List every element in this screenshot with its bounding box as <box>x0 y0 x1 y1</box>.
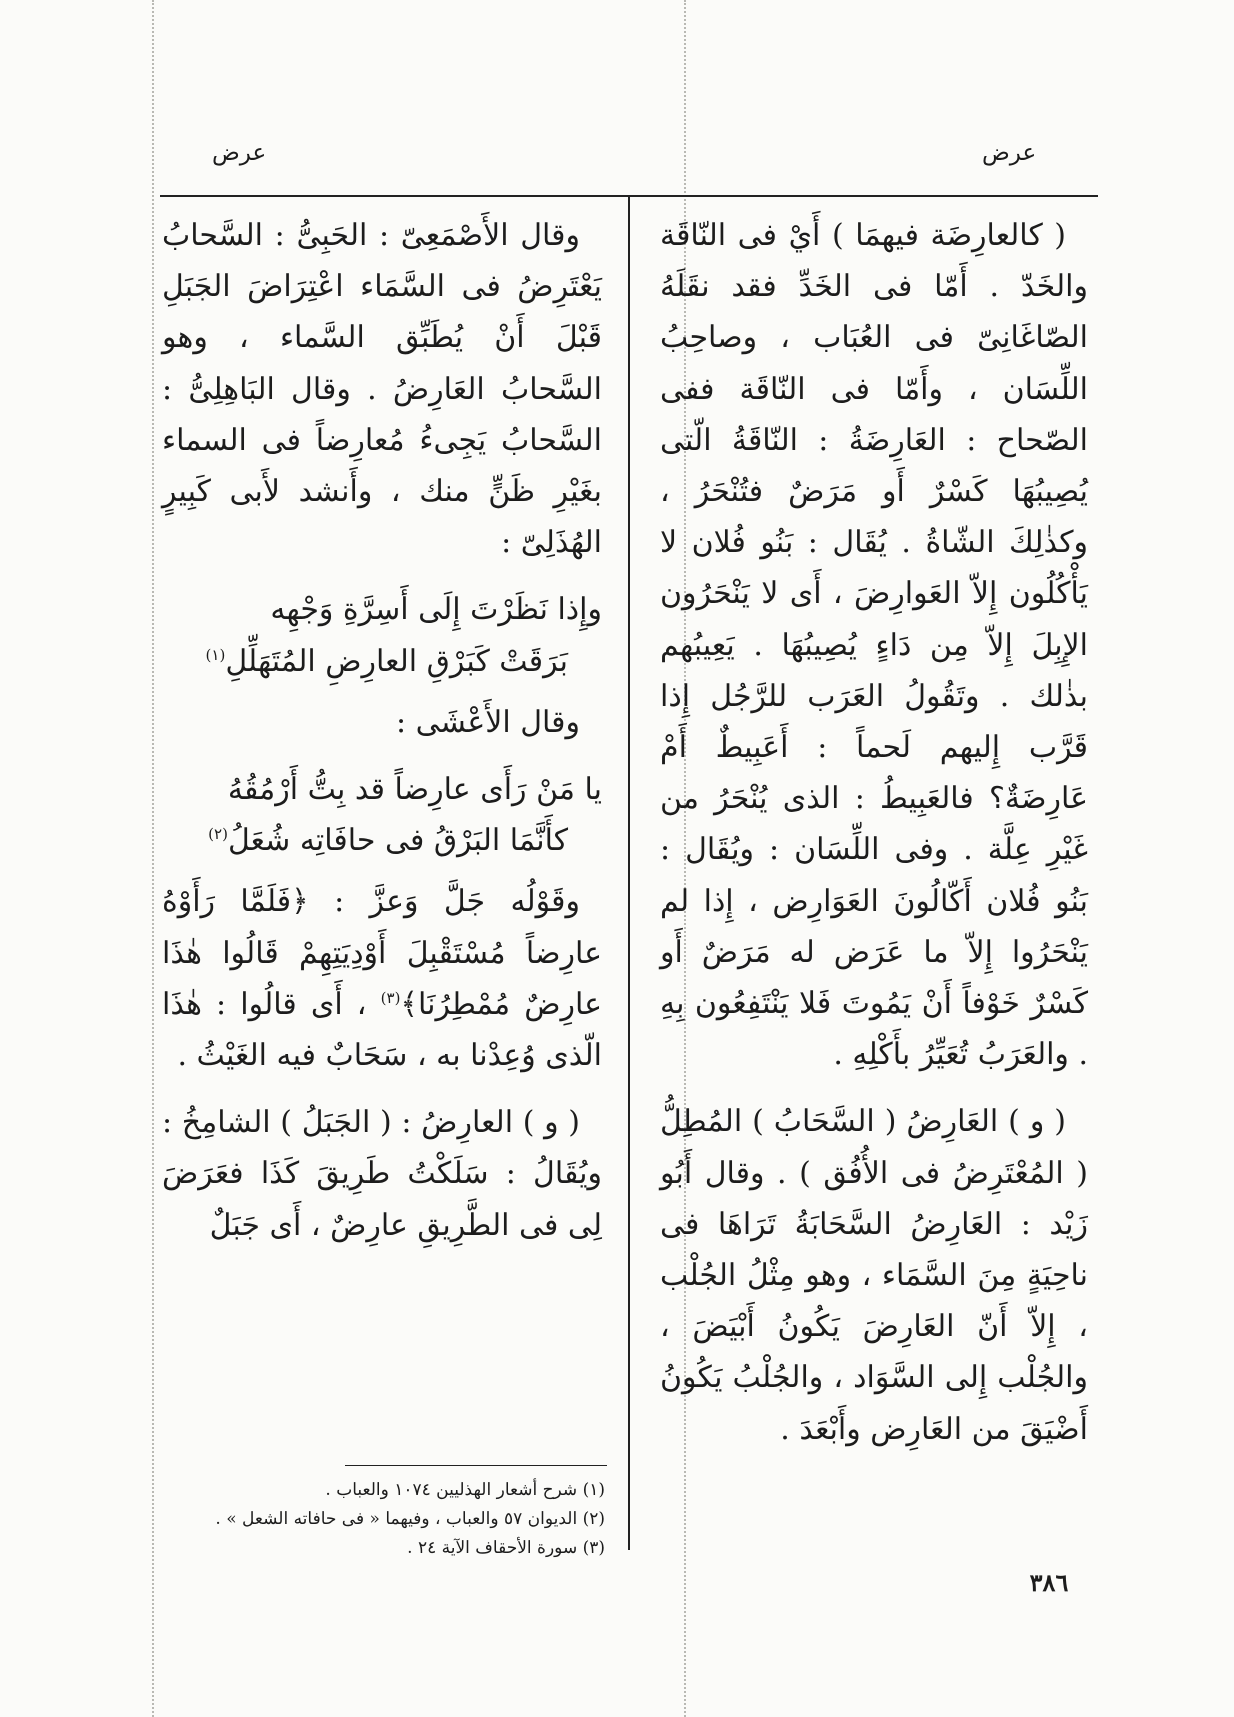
verse-2 <box>162 764 602 866</box>
verse-1-line-b <box>162 636 602 687</box>
right-paragraph-2: ( و ) العَارِضُ ( السَّحَابُ ) المُطِلُّ ( المُعْتَرِضُ فى الأُفُق ) . وقال أَبُو زَيْد : العَارِضُ السَّحَابَةُ تَرَاهَا فى ناحِيَةٍ مِنَ السَّمَاء ، وهو مِثْلُ الجُلْب ، إِلاّ أَنّ العَارِضَ يَكُونُ أَبْيَضَ ، والجُلْب إِلى السَّوَاد ، والجُلْبُ يَكُونُ أَضْيَقَ من العَارِض وأَبْعَدَ . <box>660 1104 1088 1447</box>
fold-guide-left <box>152 0 154 1717</box>
footnote-ref-1: (١) <box>205 645 226 664</box>
left-paragraph-3 <box>162 876 602 1081</box>
right-column <box>660 210 1088 1471</box>
footnotes <box>160 1476 605 1563</box>
left-paragraph-1: وقال الأَصْمَعِىّ : الحَبِىُّ : السَّحابُ يَعْتَرِضُ فى السَّمَاء اعْتِرَاضَ الجَبَلِ قَبْلَ أَنْ يُطَبِّق السَّماء ، وهو السَّحابُ العَارِضُ . وقال البَاهِلِىُّ : السَّحابُ يَجِىءُ مُعارِضاً فى السماء بغَيْرِ ظَنٍّ منك ، وأَنشد لأَبى كَبِيرٍ الهُذَلِىّ : <box>162 218 602 561</box>
column-divider <box>628 195 630 1550</box>
footnote-rule <box>345 1465 607 1466</box>
left-column <box>162 210 602 1267</box>
verse-2-line-b <box>162 815 602 866</box>
quran-quote-tail: ، أَى قالُوا : هٰذَا الّذى وُعِدْنا به ، سَحَابٌ فيه الغَيْثُ . <box>162 986 602 1074</box>
left-paragraph-4: ( و ) العارِضُ : ( الجَبَلُ ) الشامِخُ : ويُقَالُ : سَلَكْتُ طَرِيقَ كَذَا فعَرَضَ لِى فى الطَّرِيقِ عارِضٌ ، أَى جَبَلٌ <box>162 1105 602 1243</box>
footnote-1: (١) شرح أشعار الهذليين ١٠٧٤ والعباب . <box>325 1480 605 1500</box>
verse-1-line-a: وإِذا نَظَرْتَ إِلَى أَسِرَّةِ وَجْهِه <box>270 592 602 628</box>
verse-2-line-a: يا مَنْ رَأَى عارِضاً قد بِتُّ أَرْمُقُهُ <box>227 772 602 808</box>
quran-quote: وقَوْلُه جَلَّ وَعزَّ : ﴿فَلَمَّا رَأَوْهُ عارِضاً مُسْتَقْبِلَ أَوْدِيَتِهِمْ قَالُوا هٰذَا عارِضٌ مُمْطِرُنَا﴾ <box>162 884 602 1022</box>
footnote-2: (٢) الديوان ٥٧ والعباب ، وفيهما « فى حافاته الشعل » . <box>215 1509 605 1529</box>
verse-2-text: كأَنَّمَا البَرْقُ فى حافَاتِه شُعَلُ <box>227 823 568 859</box>
footnote-3: (٣) سورة الأحقاف الآية ٢٤ . <box>407 1538 605 1558</box>
right-paragraph-1: ( كالعارِضَة فيهمَا ) أَيْ فى النّاقَة والخَدّ . أَمّا فى الخَدِّ فقد نقَلَهُ الصّاغَانِىّ فى العُبَاب ، وصاحِبُ اللِّسَان ، وأَمّا فى النّاقَة ففى الصّحاح : العَارِضَةُ : النّاقَةُ الّتى يُصِيبُهَا كَسْرٌ أَو مَرَضٌ فتُنْحَرُ ، وكذٰلِكَ الشّاةُ . يُقَال : بَنُو فُلان لا يَأْكُلُون إِلاّ العَوارِضَ ، أَى لا يَنْحَرُون الإِبِلَ إِلاّ مِن دَاءٍ يُصِيبُهَا . يَعِيبُهم بذٰلك . وتَقُولُ العَرَب للرَّجُل إِذا قَرَّب إِليهم لَحماً : أَعَبِيطٌ أَمْ عَارِضَةٌ؟ فالعَبِيطُ : الذى يُنْحَرُ من غَيْرِ عِلَّة . وفى اللِّسَان : ويُقَال : بَنُو فُلان أَكّالُونَ العَوَارِض ، إِذا لم يَنْحَرُوا إِلاّ ما عَرَض له مَرَضٌ أَو كَسْرٌ خَوْفاً أَنْ يَمُوتَ فَلا يَنْتَفِعُون بِهِ . والعَرَبُ تُعَيِّرُ بأَكْلِهِ . <box>660 218 1088 1073</box>
verse-1-text: بَرَقَتْ كَبَرْقِ العارِضِ المُتَهَلِّلِ <box>225 643 568 679</box>
header-word-right: عرض <box>982 140 1037 166</box>
left-paragraph-2: وقال الأَعْشَى : <box>395 704 580 740</box>
verse-1 <box>162 584 602 686</box>
footnote-ref-2: (٢) <box>208 825 228 844</box>
footnote-ref-3: (٣) <box>380 988 401 1007</box>
page-number: ٣٨٦ <box>1029 1568 1069 1597</box>
header-word-left: عرض <box>212 140 267 166</box>
